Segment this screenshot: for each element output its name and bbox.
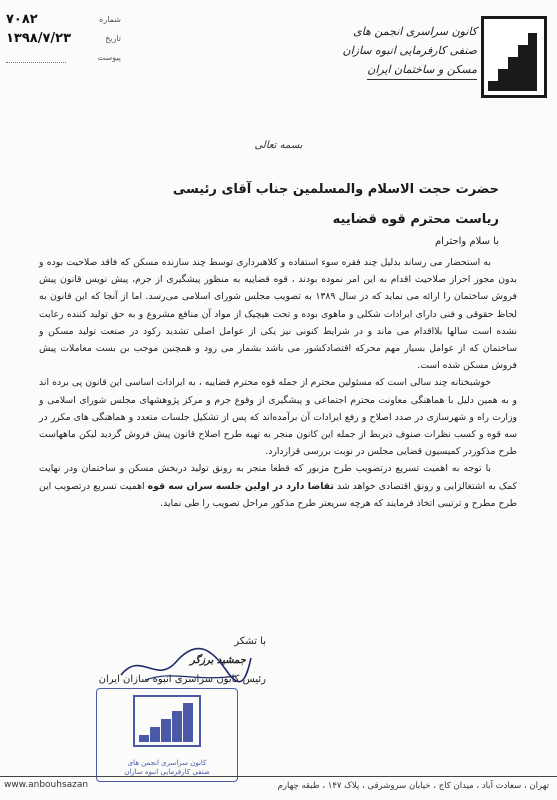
- org-line-2: صنفی کارفرمایی انبوه سازان: [342, 44, 477, 57]
- letter-number: ۷۰۸۲: [6, 12, 38, 27]
- closing: با تشکر: [234, 636, 266, 647]
- footer-website: www.anbouhsazan: [4, 780, 89, 790]
- footer-address: تهران ، سعادت آباد ، میدان کاج ، خیابان سروشرقی ، پلاک ۱۴۷ ، طبقه چهارم: [277, 781, 549, 791]
- signer-name: جمشید برزگر: [189, 655, 246, 666]
- organization-logo-icon: [481, 16, 547, 98]
- stamp-text: [97, 759, 237, 777]
- addressee-name: حضرت حجت الاسلام والمسلمین جناب آقای رئیسی: [172, 182, 499, 197]
- addressee-title: ریاست محترم قوه قضاییه: [332, 212, 499, 227]
- greeting: با سلام واحترام: [434, 236, 499, 247]
- letter-date-label: تاریخ: [105, 34, 121, 43]
- body-paragraph-3-start: با توجه به اهمیت تسریع درتصویب طرح مزبور که قطعا منجر به رونق تولید دربخش مسکن و ساختمان ودر نهایت کمک به اشتغالزایی و رونق اقتصادی خواهد شد: [39, 463, 518, 492]
- org-line-1: کانون سراسری انجمن های: [353, 25, 477, 38]
- stamp-logo-icon: [133, 695, 201, 747]
- signer-title: رئیس کانون سراسری انبوه سازان ایران: [98, 674, 266, 685]
- body-paragraph-3-emphasis: تقاضا دارد در اولین جلسه سران سه قوه: [147, 480, 334, 492]
- letter-number-label: شماره: [99, 15, 121, 24]
- org-line-3: مسکن و ساختمان ایران: [367, 60, 477, 80]
- official-stamp: [96, 688, 238, 782]
- attachment-line: [6, 52, 66, 63]
- bismillah-heading: بسمه تعالی: [254, 140, 303, 151]
- body-paragraph-3-end: اهمیت تسریع درتصویب این طرح مطرح و ترتیبی اتخاذ فرمایند که هرچه سریعتر طرح مذکور مراحل تصویب را طی نماید.: [39, 480, 517, 509]
- body-paragraph-2: خوشبختانه چند سالی است که مسئولین محترم از جمله قوه محترم قضاییه ، به ایرادات اساسی این قانون پی برده اند و به همین دلیل با هماهنگی معاونت محترم اجتماعی و پیشگیری از وقوع جرم و مرکز پژوهشهای مجلس شورای اسلامی و وزارت راه و شهرسازی در صدد اصلاح و رفع ایرادات آن برآمده‌اند که پس از تشکیل جلسات متعدد و هماهنگی های مکرر در سه قوه و کسب نظرات صنوف ذیربط از جمله این کانون منجر به تهیه طرح اصلاح قانون پیش فروش گردید لیکن ماههاست طرح مذکوردر کمیسیون قضایی مجلس در نوبت بررسی قراردارد.: [39, 377, 517, 458]
- stamp-line-1: کانون سراسری انجمن های: [127, 759, 207, 767]
- letter-date: ۱۳۹۸/۷/۲۳: [6, 31, 72, 46]
- handwritten-signature-icon: [116, 640, 256, 690]
- stamp-line-2: صنفی کارفرمایی انبوه سازان: [124, 768, 210, 776]
- body-paragraph-3: [39, 460, 517, 512]
- addressee: [59, 175, 499, 235]
- body-paragraph-1: به استحضار می رساند بدلیل چند فقره سوء استفاده و کلاهبرداری توسط چند سازنده مسکن که فاقد صلاحیت بوده و بدون مجوز احراز صلاحیت اقدام به این امر نموده بودند ، قوه قضاییه به منظور پیشگیری از جرم، پیش نویس قانون پیش فروش ساختمان را ارائه می نماید که در سال ۱۳۸۹ به تصویب مجلس شورای اسلامی می‌رسد. اما از آنجا که این قانون به لحاظ حقوقی و فنی دارای ایرادات شکلی و ماهوی بوده و تحت هیچیک از مواد آن منافع مشروع و به حق تولید کننده رعایت نشده است سالها بلااقدام می ماند و در شرایط کنونی نیز یکی از عوامل اصلی تشدید رکود در صنعت تولید مسکن و ساختمان که از عوامل بسیار مهم محرکه اقتصادکشور می باشد بشمار می رود و همچنین موجب بن بست معاملات پیش فروش مسکن شده است.: [39, 257, 518, 372]
- attachment-label: پیوست: [97, 53, 121, 62]
- organization-name: [327, 22, 477, 80]
- letter-body: [39, 254, 517, 512]
- letter-meta: [6, 10, 121, 67]
- footer-divider: [0, 776, 557, 777]
